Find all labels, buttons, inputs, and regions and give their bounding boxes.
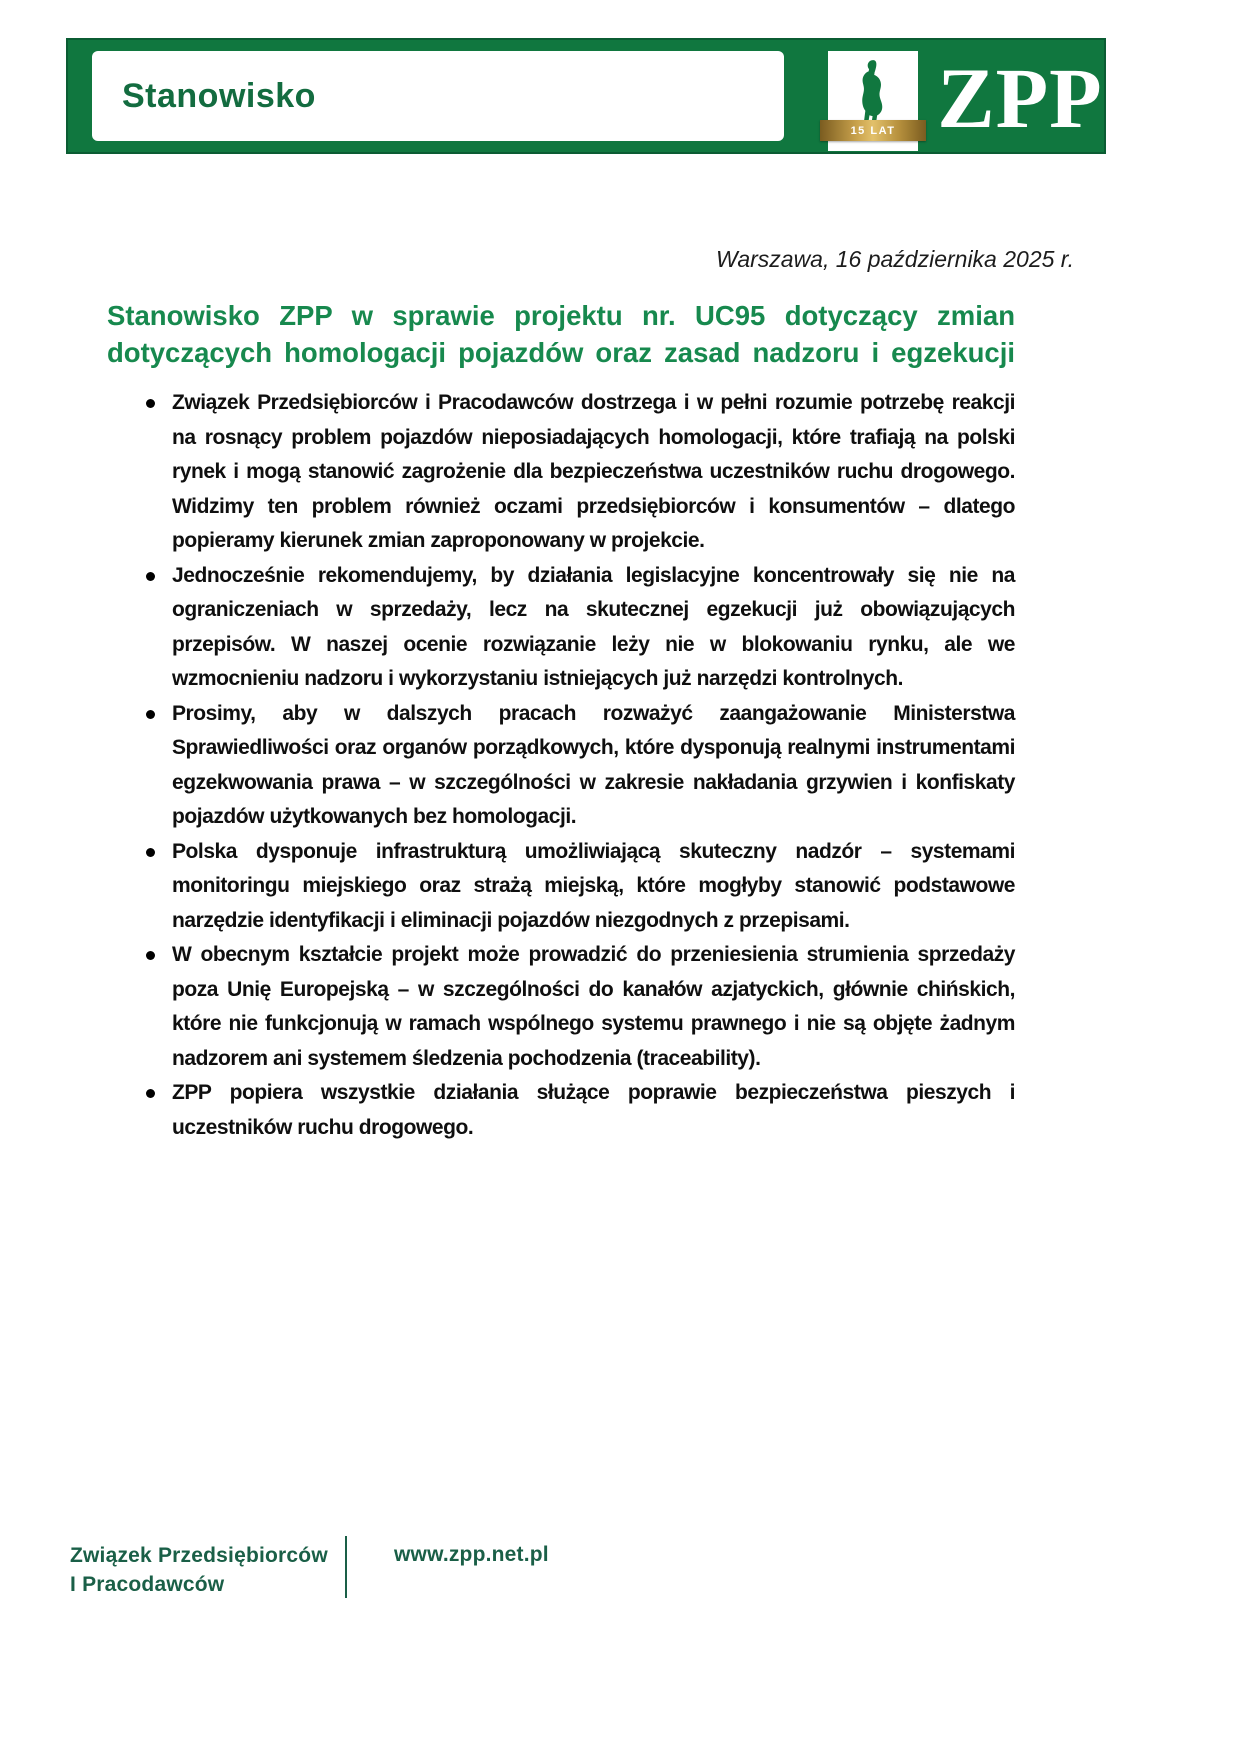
date-line: Warszawa, 16 października 2025 r. [716,246,1074,272]
zpp-acronym: ZPP [937,50,1103,146]
org-name-line-1: Związek Przedsiębiorców [70,1544,328,1567]
footer-divider [345,1536,347,1598]
stanowisko-label-box [92,51,784,141]
org-name-line-2: I Pracodawców [70,1573,225,1596]
bullet-list [107,386,1015,1145]
anniversary-badge-label: 15 LAT [850,124,896,137]
bullet-item: Prosimy, aby w dalszych pracach rozważyć zaangażowanie Ministerstwa Sprawiedliwości oraz organów porządkowych, które dysponują realnymi instrumentami egzekwowania prawa – w szczególności w zakresie nakładania grzywien i konfiskaty pojazdów użytkowanych bez homologacji. [107,697,1015,835]
bear-icon [854,58,892,124]
document-title [107,297,1015,371]
org-name [70,1541,328,1599]
bullet-item: W obecnym kształcie projekt może prowadzić do przeniesienia strumienia sprzedaży poza Unię Europejską – w szczególności do kanałów azjatyckich, głównie chińskich, które nie funkcjonują w ramach wspólnego systemu prawnego i nie są objęte żadnym nadzorem ani systemem śledzenia pochodzenia (traceability). [107,938,1015,1076]
title-line-1: Stanowisko ZPP w sprawie projektu nr. UC95 dotyczący zmian [107,300,1015,331]
bullet-item: Jednocześnie rekomendujemy, by działania legislacyjne koncentrowały się nie na ograniczeniach w sprzedaży, lecz na skutecznej egzekucji już obowiązujących przepisów. W naszej ocenie rozwiązanie leży nie w blokowaniu rynku, ale we wzmocnieniu nadzoru i wykorzystaniu istniejących już narzędzi kontrolnych. [107,559,1015,697]
anniversary-badge [820,120,926,141]
bullet-item: Związek Przedsiębiorców i Pracodawców dostrzega i w pełni rozumie potrzebę reakcji na rosnący problem pojazdów nieposiadających homologacji, które trafiają na polski rynek i mogą stanowić zagrożenie dla bezpieczeństwa uczestników ruchu drogowego. Widzimy ten problem również oczami przedsiębiorców i konsumentów – dlatego popieramy kierunek zmian zaproponowany w projekcie. [107,386,1015,559]
stanowisko-label: Stanowisko [122,76,316,115]
bullet-item: ZPP popiera wszystkie działania służące poprawie bezpieczeństwa pieszych i uczestników ruchu drogowego. [107,1076,1015,1145]
title-line-2: dotyczących homologacji pojazdów oraz zasad nadzoru i egzekucji [107,337,1015,368]
bullet-item: Polska dysponuje infrastrukturą umożliwiającą skuteczny nadzór – systemami monitoringu miejskiego oraz strażą miejską, które mogłyby stanowić podstawowe narzędzie identyfikacji i eliminacji pojazdów niezgodnych z przepisami. [107,835,1015,939]
website-link[interactable]: www.zpp.net.pl [394,1543,549,1566]
header-banner [66,38,1106,154]
